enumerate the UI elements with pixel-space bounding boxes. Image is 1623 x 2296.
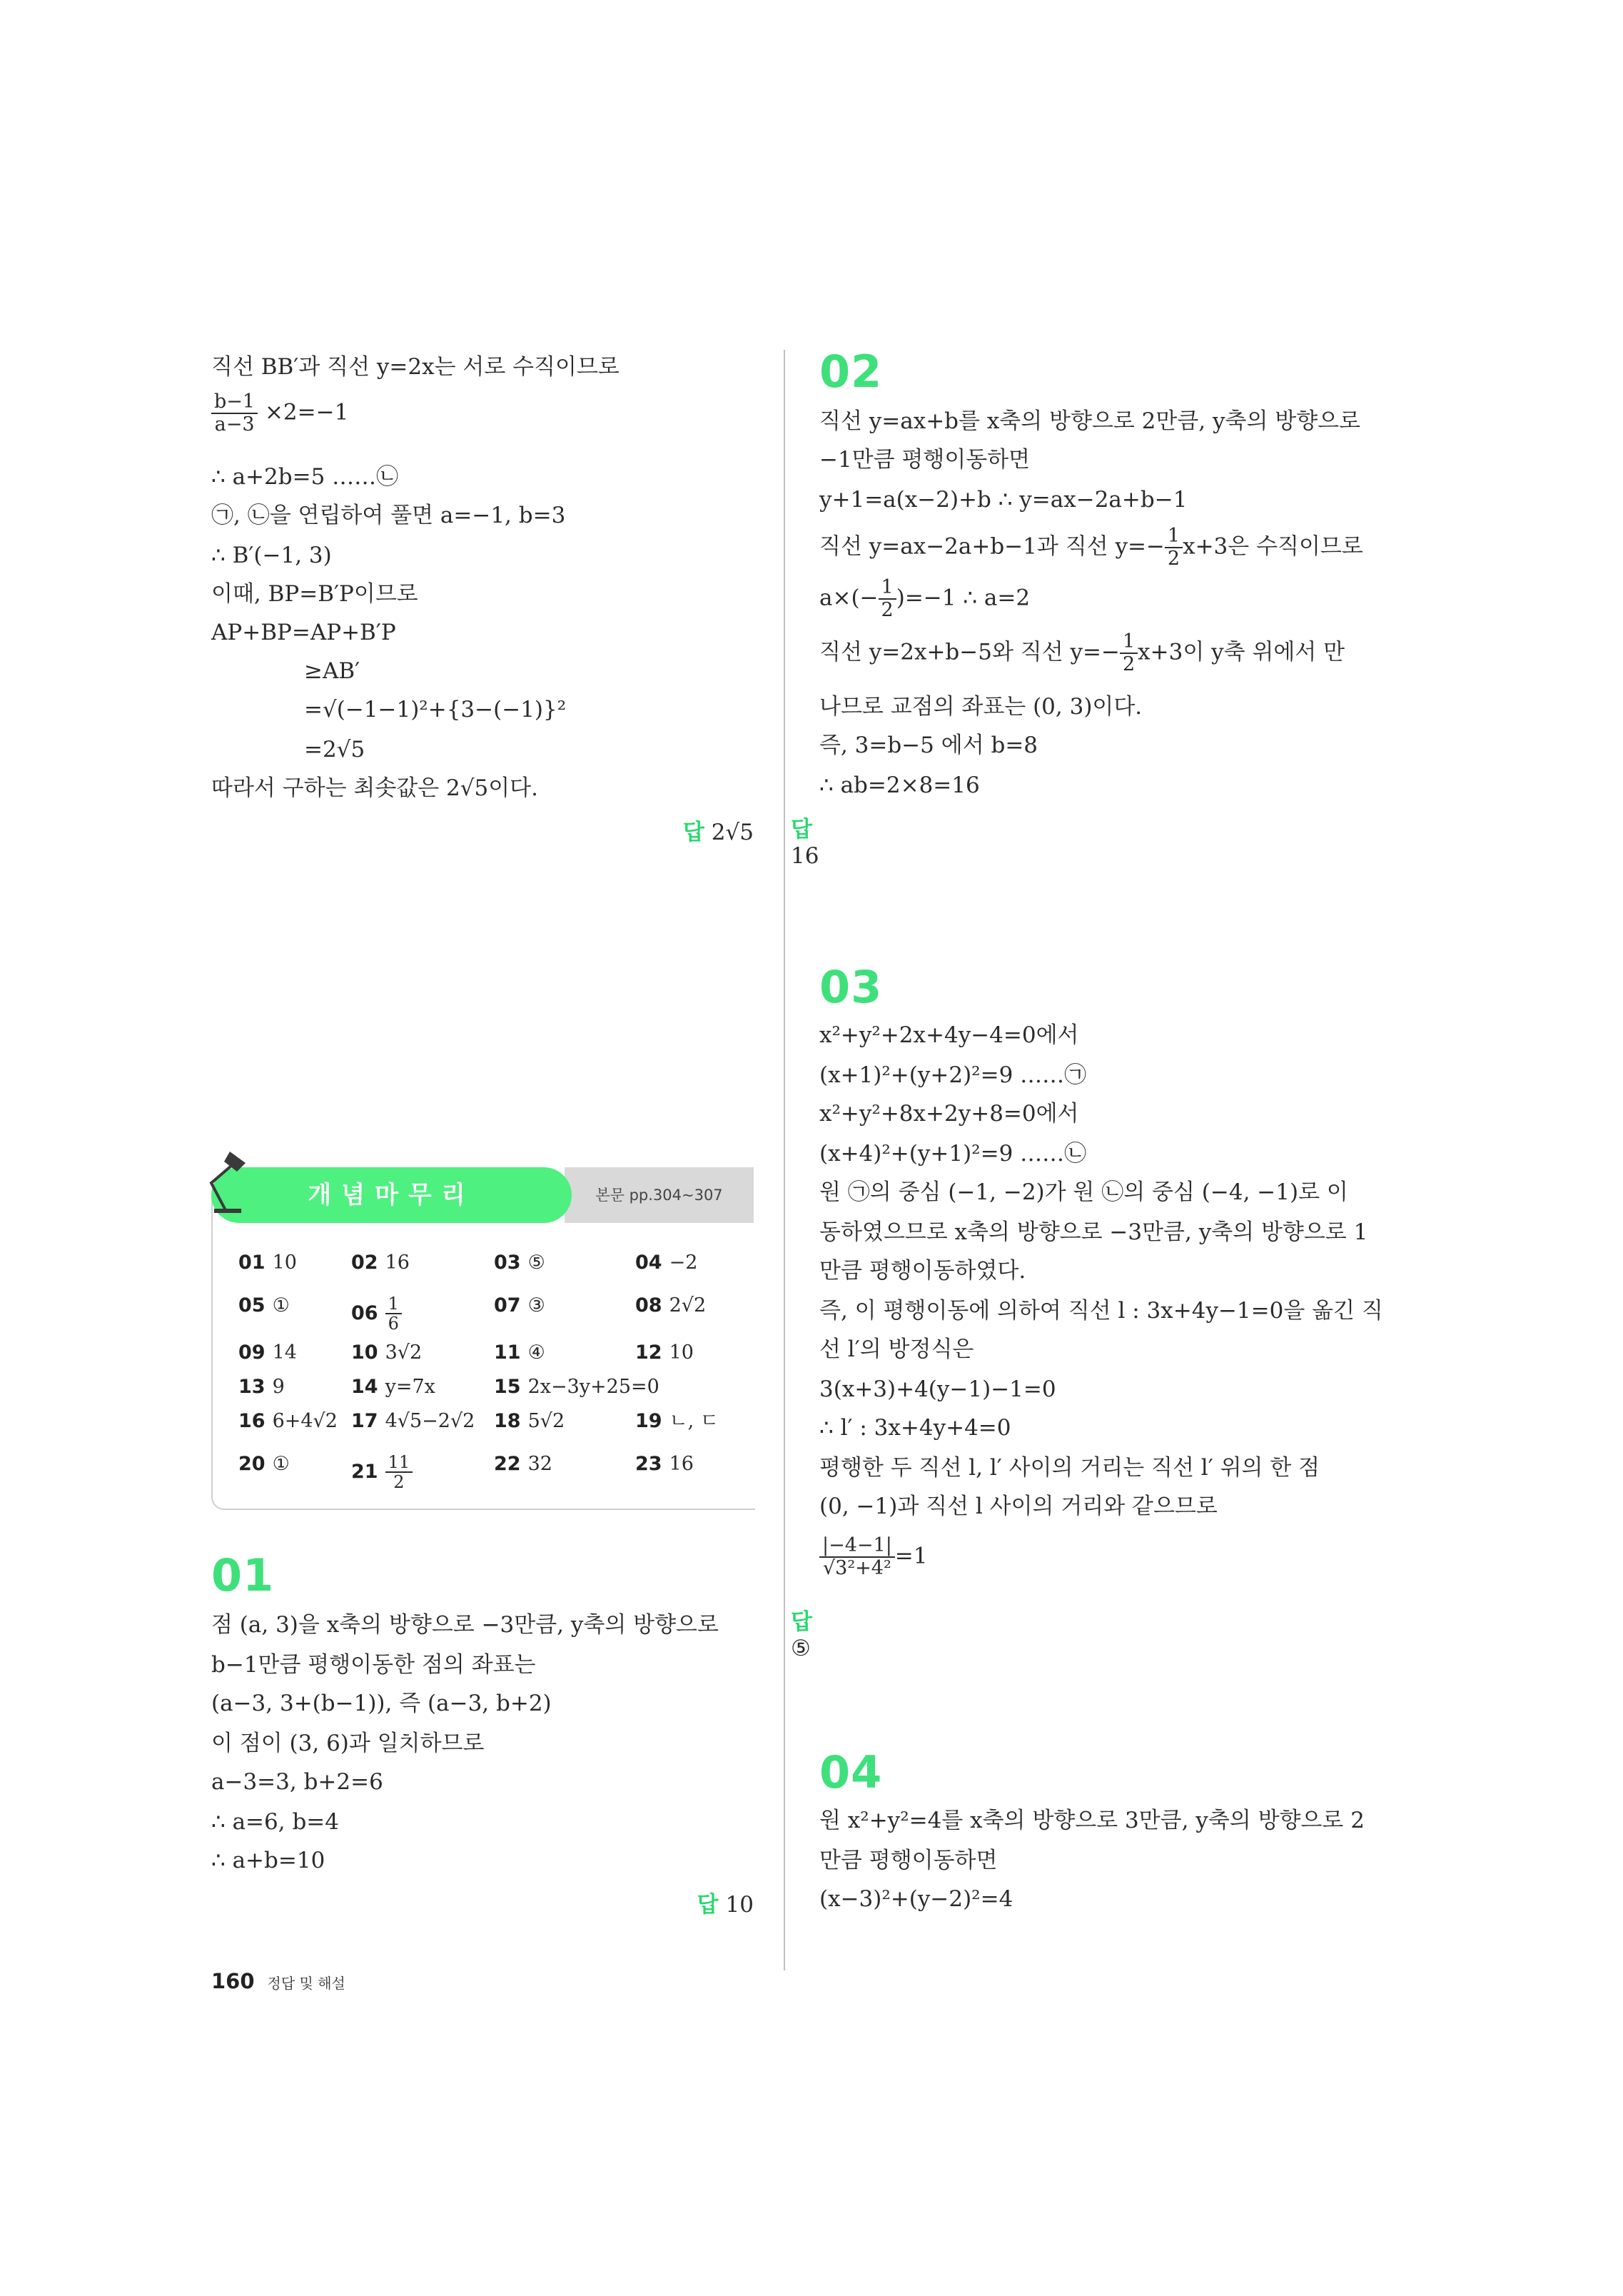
answer-item-value: 32 [527, 1453, 552, 1475]
answer-item [494, 1252, 545, 1274]
answer-item-number: 01 [238, 1252, 266, 1274]
text-line: ∴ B′(−1, 3) [211, 543, 332, 568]
text-line [819, 577, 1030, 621]
answer-item-number: 19 [635, 1410, 662, 1432]
answer-item [635, 1252, 697, 1274]
answer-item-value: ④ [527, 1341, 545, 1364]
answer-item-value: y=7x [385, 1376, 435, 1398]
answer-item-value: −2 [669, 1252, 698, 1274]
equation: a×(− [819, 585, 879, 611]
answer-item-number: 11 [494, 1341, 521, 1364]
fraction [211, 391, 258, 435]
answer-item [351, 1294, 402, 1333]
lamp-icon [196, 1147, 260, 1219]
answer-item [494, 1453, 552, 1476]
equation: 직선 y=2x+b−5와 직선 y=− [819, 639, 1120, 665]
fraction-numerator: 1 [1120, 631, 1138, 654]
text-line: a−3=3, b+2=6 [211, 1769, 383, 1795]
answer-item-value: 6+4√2 [272, 1410, 338, 1432]
text-line: 즉, 이 평행이동에 의하여 직선 l : 3x+4y−1=0을 옮긴 직 [819, 1298, 1383, 1324]
answer-item-value: ① [272, 1453, 290, 1475]
text-line: 동하였으므로 x축의 방향으로 −3만큼, y축의 방향으로 1 [819, 1219, 1368, 1245]
summary-box [211, 1167, 754, 1510]
answer-item [238, 1376, 285, 1399]
answer-item-value: ㄴ, ㄷ [669, 1410, 719, 1432]
answer-value: 10 [725, 1892, 754, 1918]
fraction-denominator: a−3 [214, 413, 255, 435]
answer-item-value: 3√2 [385, 1341, 423, 1364]
answer-item-value: 10 [272, 1252, 297, 1274]
fraction-denominator: 2 [1167, 548, 1180, 570]
answer-item-number: 20 [238, 1453, 266, 1475]
answer-item [351, 1252, 410, 1274]
text-line: ≥AB′ [304, 658, 360, 684]
text-line: 3(x+3)+4(y−1)−1=0 [819, 1376, 1056, 1402]
answer-item-value: 10 [669, 1341, 694, 1364]
answer-item-number: 03 [494, 1252, 521, 1274]
problem-number: 01 [211, 1549, 275, 1601]
text-line: AP+BP=AP+B′P [211, 620, 396, 645]
fraction-denominator: 2 [881, 599, 894, 621]
page-number: 160 [211, 1969, 255, 1993]
answer-item-number: 06 [351, 1301, 378, 1324]
answer-label: 답 [791, 817, 812, 842]
answer-item [351, 1341, 422, 1364]
answer-item [635, 1294, 706, 1317]
text-line: ㉠, ㉡을 연립하여 풀면 a=−1, b=3 [211, 503, 566, 528]
answer-item [238, 1410, 338, 1433]
text-line: (x−3)²+(y−2)²=4 [819, 1886, 1013, 1912]
answer-item-number: 08 [635, 1294, 662, 1316]
answer [697, 1886, 754, 1918]
answer-item [238, 1453, 290, 1476]
equation: ×2=−1 [264, 399, 349, 426]
answer-item [494, 1376, 659, 1399]
answer-item-number: 23 [635, 1453, 662, 1475]
answer-item [494, 1341, 545, 1364]
answer-value: 16 [791, 843, 819, 869]
problem-number: 03 [819, 961, 883, 1013]
text-line: 이 점이 (3, 6)과 일치하므로 [211, 1731, 485, 1756]
answer-value: ⑤ [791, 1636, 811, 1661]
answer-item-number: 02 [351, 1252, 378, 1274]
answer-item-value: 2√2 [669, 1294, 707, 1316]
text-line: ∴ a+2b=5 ……㉡ [211, 464, 399, 490]
answer-item-number: 09 [238, 1341, 266, 1364]
answer-label: 답 [682, 820, 704, 845]
text-line: −1만큼 평행이동하면 [819, 447, 1031, 473]
answer-item-number: 21 [351, 1460, 378, 1483]
answer-item-value: 9 [272, 1376, 285, 1398]
text-line: x²+y²+8x+2y+8=0에서 [819, 1101, 1079, 1127]
footer-text: 정답 및 해설 [267, 1975, 345, 1992]
equation: x+3이 y축 위에서 만 [1138, 639, 1345, 665]
answer-item-number: 14 [351, 1376, 378, 1398]
text-line [819, 631, 1345, 675]
text-line: 점 (a, 3)을 x축의 방향으로 −3만큼, y축의 방향으로 [211, 1612, 719, 1638]
answer-item-value: 4√5−2√2 [385, 1410, 475, 1432]
summary-title: 개념마무리 [211, 1167, 572, 1223]
text-line [819, 525, 1363, 570]
fraction-numerator: b−1 [211, 391, 258, 414]
answer-item [494, 1294, 545, 1317]
answer-item [351, 1376, 435, 1399]
problem-number: 02 [819, 346, 883, 398]
fraction-numerator: 1 [879, 577, 896, 600]
text-line: =√(−1−1)²+{3−(−1)}² [304, 697, 567, 722]
text-line: 직선 BB′과 직선 y=2x는 서로 수직이므로 [211, 354, 620, 380]
text-line: b−1만큼 평행이동한 점의 좌표는 [211, 1652, 536, 1678]
answer-item-value: ① [272, 1294, 290, 1316]
answer-item-number: 12 [635, 1341, 662, 1364]
text-line: ∴ a+b=10 [211, 1848, 325, 1873]
text-line: 따라서 구하는 최솟값은 2√5이다. [211, 775, 538, 801]
fraction-numerator: 1 [385, 1294, 402, 1314]
text-line: (a−3, 3+(b−1)), 즉 (a−3, b+2) [211, 1691, 552, 1716]
text-line: 직선 y=ax+b를 x축의 방향으로 2만큼, y축의 방향으로 [819, 408, 1361, 434]
answer-item-value: 2x−3y+25=0 [527, 1376, 659, 1398]
text-line: (x+1)²+(y+2)²=9 ……㉠ [819, 1062, 1087, 1088]
fraction-denominator: 6 [388, 1314, 399, 1334]
answer-item [635, 1453, 694, 1476]
fraction [1120, 631, 1138, 675]
text-line: (0, −1)과 직선 l 사이의 거리와 같으므로 [819, 1494, 1218, 1519]
text-line: y+1=a(x−2)+b ∴ y=ax−2a+b−1 [819, 487, 1188, 513]
equation: 직선 y=ax−2a+b−1과 직선 y=− [819, 533, 1165, 560]
fraction [819, 1535, 895, 1579]
answer-item-value: ⑤ [527, 1252, 545, 1274]
page-reference: 본문 pp.304~307 [565, 1167, 754, 1223]
answer-item [238, 1294, 290, 1317]
text-line [211, 391, 348, 435]
fraction-denominator: 2 [393, 1472, 405, 1492]
answer-item [351, 1453, 413, 1491]
text-line: 만큼 평행이동하였다. [819, 1258, 1026, 1284]
answer-item-value: 16 [385, 1252, 410, 1274]
answer-item-number: 04 [635, 1252, 662, 1274]
answer-label: 답 [791, 1609, 812, 1635]
equation: x+3은 수직이므로 [1183, 533, 1363, 560]
answer-item-number: 10 [351, 1341, 378, 1364]
page-footer [211, 1969, 345, 1993]
answer-item [238, 1341, 297, 1364]
answer [791, 811, 819, 869]
text-line: ∴ ab=2×8=16 [819, 772, 980, 798]
text-line: ∴ l′ : 3x+4y+4=0 [819, 1415, 1011, 1441]
text-line: 원 x²+y²=4를 x축의 방향으로 3만큼, y축의 방향으로 2 [819, 1808, 1365, 1833]
fraction [385, 1294, 402, 1333]
answer-value: 2√5 [711, 820, 754, 845]
text-line: =2√5 [304, 737, 365, 762]
answer-label: 답 [697, 1892, 719, 1918]
equation: )=−1 ∴ a=2 [896, 585, 1031, 611]
answer-item-number: 15 [494, 1376, 521, 1398]
fraction-numerator: |−4−1| [819, 1535, 895, 1558]
fraction-numerator: 1 [1165, 525, 1183, 548]
text-line [819, 1535, 928, 1579]
answer-item-number: 22 [494, 1453, 521, 1475]
answer-item-number: 18 [494, 1410, 521, 1432]
column-divider [784, 350, 785, 1970]
answer-item-number: 13 [238, 1376, 266, 1398]
answer-item-number: 16 [238, 1410, 266, 1432]
answer-item [351, 1410, 475, 1433]
answer [683, 814, 754, 846]
text-line: (x+4)²+(y+1)²=9 ……㉡ [819, 1141, 1087, 1167]
fraction-numerator: 11 [385, 1453, 413, 1473]
text-line: 나므로 교점의 좌표는 (0, 3)이다. [819, 694, 1143, 720]
answer-item [635, 1341, 694, 1364]
answer-item [635, 1410, 719, 1433]
fraction-denominator: 2 [1122, 653, 1136, 675]
answer-item [238, 1252, 297, 1274]
fraction [879, 577, 896, 621]
text-line: x²+y²+2x+4y−4=0에서 [819, 1022, 1079, 1048]
answer-item-value: 16 [669, 1453, 694, 1475]
text-line: ∴ a=6, b=4 [211, 1809, 340, 1835]
text-line: 즉, 3=b−5 에서 b=8 [819, 732, 1038, 758]
text-line: 이때, BP=B′P이므로 [211, 581, 418, 607]
answer [791, 1603, 819, 1661]
problem-number: 04 [819, 1746, 883, 1798]
text-line: 선 l′의 방정식은 [819, 1336, 974, 1362]
text-line: 만큼 평행이동하면 [819, 1848, 998, 1873]
answer-item-number: 17 [351, 1410, 378, 1432]
answer-item-number: 07 [494, 1294, 521, 1316]
answer-item [494, 1410, 565, 1433]
fraction [385, 1453, 413, 1491]
answer-item-value: ③ [527, 1294, 545, 1316]
text-line: 원 ㉠의 중심 (−1, −2)가 원 ㉡의 중심 (−4, −1)로 이 [819, 1179, 1348, 1205]
fraction [1165, 525, 1183, 570]
answer-item-value: 14 [272, 1341, 297, 1364]
fraction-denominator: √3²+4² [822, 1557, 891, 1579]
equation: =1 [894, 1543, 928, 1569]
answer-item-number: 05 [238, 1294, 266, 1316]
text-line: 평행한 두 직선 l, l′ 사이의 거리는 직선 l′ 위의 한 점 [819, 1455, 1320, 1481]
answer-item-value: 5√2 [527, 1410, 565, 1432]
